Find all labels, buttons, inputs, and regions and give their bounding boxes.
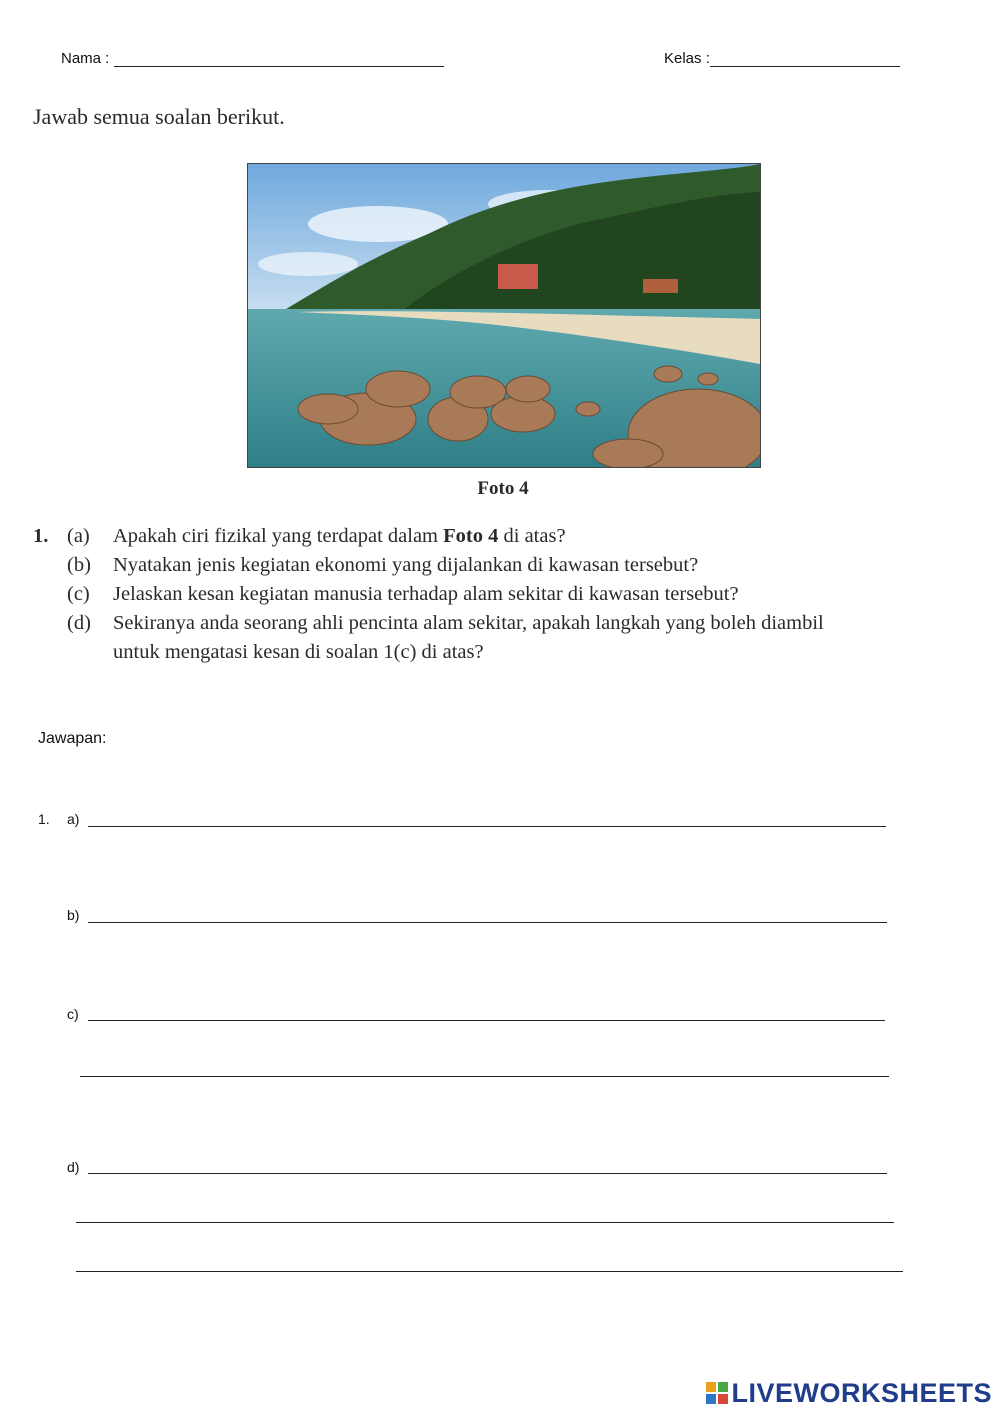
answer-c-line-1[interactable] (88, 1019, 885, 1021)
logo-mark-icon (706, 1382, 728, 1404)
question-a-letter: (a) (67, 525, 90, 547)
question-number: 1. (33, 525, 49, 547)
question-b-text: Nyatakan jenis kegiatan ekonomi yang dijalankan di kawasan tersebut? (113, 554, 699, 576)
answer-c-line-2[interactable] (80, 1075, 889, 1077)
answer-d-line-1[interactable] (88, 1172, 887, 1174)
question-a-text-end: di atas? (498, 525, 566, 547)
liveworksheets-logo (706, 1378, 992, 1409)
question-a-photo-ref: Foto 4 (443, 525, 499, 547)
question-d-letter: (d) (67, 612, 91, 634)
question-c-text: Jelaskan kesan kegiatan manusia terhadap alam sekitar di kawasan tersebut? (113, 583, 739, 605)
answer-b-line[interactable] (88, 921, 887, 923)
question-b-letter: (b) (67, 554, 91, 576)
answer-a-line[interactable] (88, 825, 886, 827)
answer-d-label: d) (67, 1159, 80, 1175)
class-input-line[interactable] (710, 52, 900, 67)
name-label: Nama : (61, 50, 110, 67)
name-field (61, 50, 444, 67)
question-d-text-line1: Sekiranya anda seorang ahli pencinta alam sekitar, apakah langkah yang boleh diambil (113, 612, 824, 634)
name-input-line[interactable] (114, 52, 444, 67)
question-a-text (113, 522, 566, 551)
beach-photo (247, 163, 761, 468)
question-d-text-line2: untuk mengatasi kesan di soalan 1(c) di atas? (113, 641, 484, 663)
answer-d-line-2[interactable] (76, 1221, 894, 1223)
logo-text: LIVEWORKSHEETS (731, 1378, 992, 1408)
photo-caption: Foto 4 (477, 478, 529, 499)
answers-title: Jawapan: (38, 730, 107, 747)
answer-number: 1. (38, 811, 50, 827)
class-label: Kelas : (664, 50, 710, 67)
instruction-text: Jawab semua soalan berikut. (33, 104, 285, 129)
class-field (664, 50, 900, 67)
answer-c-label: c) (67, 1006, 79, 1022)
question-a-text-start: Apakah ciri fizikal yang terdapat dalam (113, 525, 444, 547)
answer-d-line-3[interactable] (76, 1270, 903, 1272)
question-c-letter: (c) (67, 583, 90, 605)
answer-b-label: b) (67, 907, 80, 923)
answer-a-label: a) (67, 811, 80, 827)
